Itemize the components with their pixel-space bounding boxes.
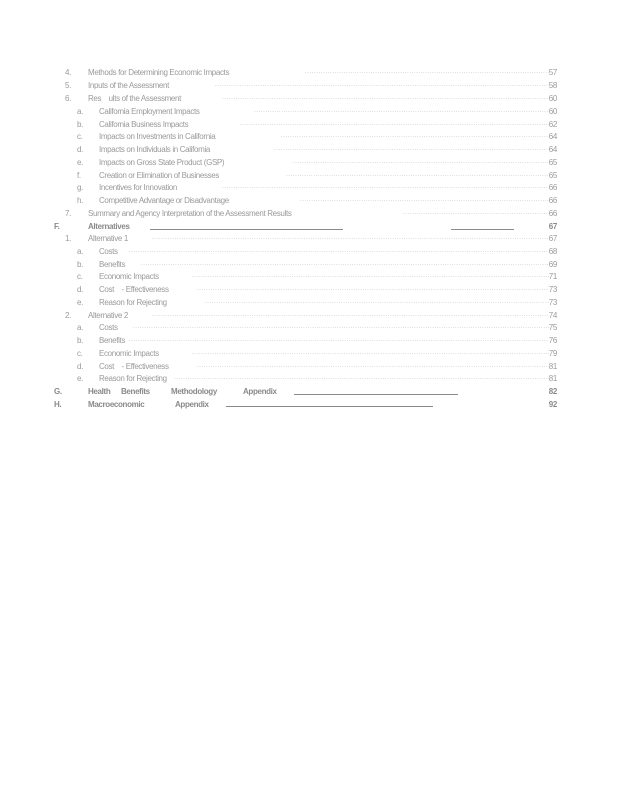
toc-number: 4. — [65, 68, 71, 77]
toc-row — [0, 170, 618, 181]
toc-number: a. — [77, 247, 83, 256]
toc-title: Economic Impacts — [99, 272, 159, 281]
toc-title: Impacts on Investments in California — [99, 132, 216, 141]
toc-number: c. — [77, 349, 83, 358]
toc-leader-dots — [129, 335, 549, 346]
toc-title-word: Benefits — [121, 387, 150, 396]
toc-row — [0, 373, 618, 384]
toc-title: Alternative 1 — [88, 234, 128, 243]
toc-page-number: 60 — [548, 107, 557, 116]
toc-page-number: 62 — [548, 120, 557, 129]
toc-number: 2. — [65, 311, 71, 320]
toc-page-number: 65 — [548, 158, 557, 167]
toc-title: Costs — [99, 323, 118, 332]
toc-leader-dots — [286, 170, 549, 181]
toc-leader-dots — [274, 144, 549, 155]
toc-leader-dots — [192, 271, 549, 282]
toc-page-number: 82 — [548, 387, 557, 396]
toc-title: California Business Impacts — [99, 120, 189, 129]
toc-page-number: 65 — [548, 171, 557, 180]
toc-number: 5. — [65, 81, 71, 90]
toc-row — [0, 67, 618, 78]
toc-number: a. — [77, 323, 83, 332]
toc-row — [0, 157, 618, 168]
toc-leader-dots — [152, 310, 549, 321]
toc-number: h. — [77, 196, 83, 205]
toc-number: G. — [54, 387, 62, 396]
toc-number: 7. — [65, 209, 71, 218]
toc-page-number: 81 — [548, 374, 557, 383]
toc-leader-dots — [192, 348, 549, 359]
toc-leader-dots — [141, 259, 549, 270]
toc-row — [0, 93, 618, 104]
toc-title: Inputs of the Assessment — [88, 81, 169, 90]
toc-section-row — [0, 386, 618, 397]
toc-title-word: Appendix — [175, 400, 209, 409]
toc-title: Benefits — [99, 260, 126, 269]
toc-leader-dots — [129, 246, 549, 257]
toc-page-number: 79 — [548, 349, 557, 358]
toc-number: H. — [54, 400, 62, 409]
toc-title: Reason for Rejecting — [99, 298, 167, 307]
toc-leader-dots — [222, 93, 549, 104]
toc-row — [0, 195, 618, 206]
toc-number: a. — [77, 107, 83, 116]
toc-number: 6. — [65, 94, 71, 103]
toc-leader-dots — [205, 297, 549, 308]
toc-page-number: 74 — [548, 311, 557, 320]
toc-page-number: 73 — [548, 298, 557, 307]
toc-title: Economic Impacts — [99, 349, 159, 358]
toc-row — [0, 119, 618, 130]
toc-page-number: 81 — [548, 362, 557, 371]
toc-title-word: Macroeconomic — [88, 400, 145, 409]
toc-number: d. — [77, 362, 83, 371]
toc-number: c. — [77, 272, 83, 281]
toc-leader-dots — [197, 361, 549, 372]
toc-number: b. — [77, 336, 83, 345]
toc-leader-rule — [226, 406, 433, 407]
toc-title: Costs — [99, 247, 118, 256]
toc-page-number: 66 — [548, 196, 557, 205]
toc-leader-rule — [451, 229, 514, 230]
toc-row — [0, 259, 618, 270]
toc-number: d. — [77, 145, 83, 154]
toc-row — [0, 322, 618, 333]
toc-page-number: 60 — [548, 94, 557, 103]
toc-section-row — [0, 399, 618, 410]
toc-row — [0, 361, 618, 372]
toc-page-number: 67 — [548, 222, 557, 231]
toc-title: Alternatives — [88, 222, 130, 231]
toc-page-number: 66 — [548, 183, 557, 192]
toc-page-number: 64 — [548, 132, 557, 141]
toc-number: e. — [77, 298, 83, 307]
toc-page-number: 66 — [548, 209, 557, 218]
toc-title: Impacts on Individuals in California — [99, 145, 211, 154]
toc-page-number: 64 — [548, 145, 557, 154]
toc-number: e. — [77, 374, 83, 383]
toc-row — [0, 80, 618, 91]
toc-title-word: Health — [88, 387, 111, 396]
toc-page-number: 92 — [548, 400, 557, 409]
toc-title: Res ults of the Assessment — [88, 94, 182, 103]
toc-title: Impacts on Gross State Product (GSP) — [99, 158, 225, 167]
toc-title: Reason for Rejecting — [99, 374, 167, 383]
toc-leader-dots — [240, 119, 549, 130]
toc-leader-rule — [294, 394, 458, 395]
toc-row — [0, 106, 618, 117]
toc-title: Cost - Effectiveness — [99, 285, 169, 294]
toc-page-number: 73 — [548, 285, 557, 294]
toc-page-number: 57 — [548, 68, 557, 77]
toc-title-word: Methodology — [171, 387, 217, 396]
toc-number: b. — [77, 120, 83, 129]
toc-row — [0, 271, 618, 282]
toc-title: Benefits — [99, 336, 126, 345]
toc-title: Competitive Advantage or Disadvantage — [99, 196, 229, 205]
toc-leader-dots — [133, 322, 549, 333]
toc-page-number: 68 — [548, 247, 557, 256]
toc-row — [0, 348, 618, 359]
toc-leader-rule — [150, 229, 343, 230]
toc-leader-dots — [300, 195, 549, 206]
toc-number: d. — [77, 285, 83, 294]
toc-title: Creation or Elimination of Businesses — [99, 171, 220, 180]
toc-number: c. — [77, 132, 83, 141]
toc-number: b. — [77, 260, 83, 269]
toc-title: Summary and Agency Interpretation of the Assessment Results — [88, 209, 292, 218]
toc-section-row — [0, 221, 618, 232]
toc-number: 1. — [65, 234, 71, 243]
toc-row — [0, 182, 618, 193]
toc-page-number: 76 — [548, 336, 557, 345]
toc-leader-dots — [215, 80, 549, 91]
toc-row — [0, 208, 618, 219]
toc-leader-dots — [174, 373, 549, 384]
toc-leader-dots — [222, 182, 549, 193]
toc-page-number: 67 — [548, 234, 557, 243]
toc-row — [0, 144, 618, 155]
toc-number: e. — [77, 158, 83, 167]
toc-page-number: 58 — [548, 81, 557, 90]
toc-title: Alternative 2 — [88, 311, 128, 320]
toc-number: f. — [77, 171, 81, 180]
toc-row — [0, 131, 618, 142]
toc-leader-dots — [305, 67, 549, 78]
toc-page-number: 69 — [548, 260, 557, 269]
toc-leader-dots — [197, 284, 549, 295]
toc-leader-dots — [152, 233, 549, 244]
toc-leader-dots — [281, 131, 549, 142]
toc-page-number: 75 — [548, 323, 557, 332]
toc-number: F. — [54, 222, 60, 231]
toc-number: g. — [77, 183, 83, 192]
toc-row — [0, 284, 618, 295]
toc-leader-dots — [293, 157, 549, 168]
toc-title: Incentives for Innovation — [99, 183, 177, 192]
toc-row — [0, 335, 618, 346]
toc-page-number: 71 — [548, 272, 557, 281]
toc-row — [0, 233, 618, 244]
toc-title: Cost - Effectiveness — [99, 362, 169, 371]
toc-row — [0, 246, 618, 257]
toc-leader-dots — [254, 106, 549, 117]
toc-row — [0, 310, 618, 321]
toc-title: Methods for Determining Economic Impacts — [88, 68, 230, 77]
toc-row — [0, 297, 618, 308]
toc-title: California Employment Impacts — [99, 107, 200, 116]
toc-title-word: Appendix — [243, 387, 277, 396]
